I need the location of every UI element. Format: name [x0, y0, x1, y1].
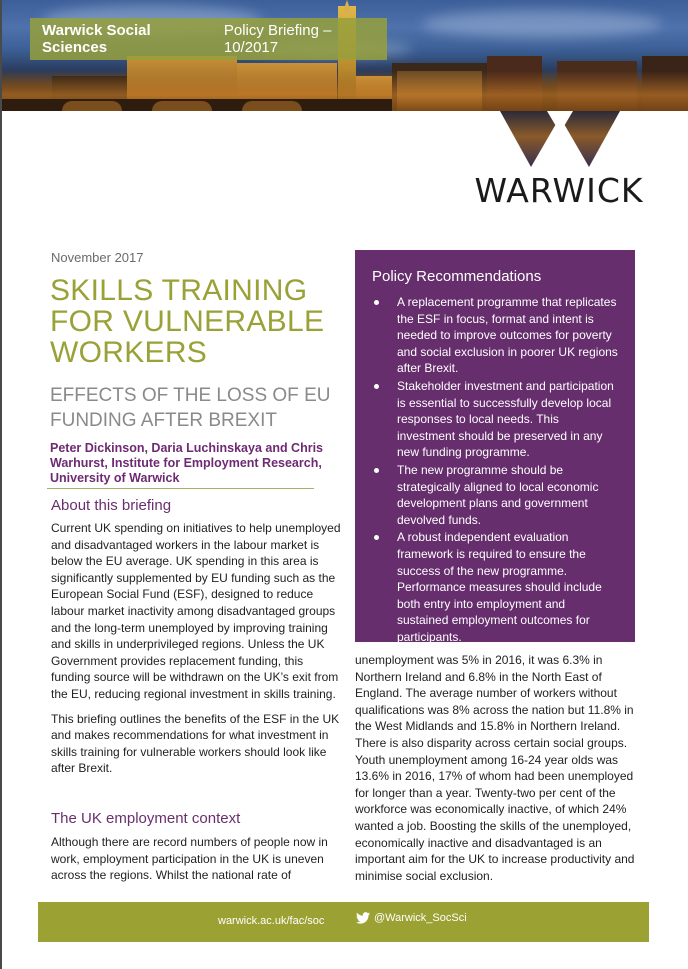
- header-title-box: [30, 18, 387, 60]
- policy-recommendations-box: [355, 250, 635, 642]
- title-line: FOR VULNERABLE: [50, 305, 325, 338]
- context-body-continued: [355, 652, 645, 892]
- about-paragraph: This briefing outlines the benefits of the ESF in the UK and makes recommendations for what investment in skills training for vulnerable workers should look like after Brexit.: [51, 711, 340, 776]
- title-line: WORKERS: [50, 336, 208, 369]
- title-line: SKILLS TRAINING: [50, 274, 308, 307]
- header-org: Warwick Social Sciences: [42, 22, 151, 56]
- page-left-border: [0, 0, 2, 969]
- twitter-bird-icon: [356, 912, 370, 924]
- heading-uk-employment-context: The UK employment context: [51, 810, 241, 827]
- context-paragraph-continued: unemployment was 5% in 2016, it was 6.3% in Northern Ireland and 6.8% in the North East of England. The average number of workers without qualifications was 8% across the nation but 11.8% in the West Midlands and 15.8% in Northern Ireland. There is also disparity across certain social groups. Youth unemployment among 16-24 year olds was 13.6% in 2016, 17% of whom had been unemployed for longer than a year. Twenty-two per cent of the workforce was economically inactive, of which 24% wanted a job. Boosting the skills of the unemployed, economically inactive and disadvantaged is an important aim for the UK to increase productivity and minimise social exclusion.: [355, 653, 635, 883]
- policy-item: [372, 294, 619, 377]
- bullet-icon: [374, 300, 379, 305]
- about-body: [51, 520, 341, 785]
- warwick-w-logo-icon: [500, 111, 620, 167]
- policy-title: Policy Recommendations: [372, 268, 542, 285]
- context-body-start: [51, 834, 341, 892]
- subtitle-line: EFFECTS OF THE LOSS OF EU: [50, 385, 331, 406]
- section-divider: [47, 488, 314, 489]
- subtitle-line: FUNDING AFTER BREXIT: [50, 410, 277, 431]
- bullet-icon: [374, 384, 379, 389]
- policy-item: [372, 378, 619, 461]
- policy-list: [372, 294, 619, 645]
- context-paragraph-start: Although there are record numbers of people now in work, employment participation in the UK is uneven across the regions. Whilst the national rate of: [51, 835, 328, 883]
- document-title: [50, 275, 340, 368]
- publication-date: November 2017: [51, 250, 144, 265]
- twitter-link[interactable]: [356, 912, 467, 924]
- warwick-wordmark: WARWICK: [474, 171, 644, 210]
- twitter-handle: @Warwick_SocSci: [374, 912, 467, 924]
- heading-about-this-briefing: About this briefing: [51, 497, 172, 514]
- authors: Peter Dickinson, Daria Luchinskaya and Chris Warhurst, Institute for Employment Research, University of Warwick: [50, 441, 324, 485]
- policy-item: [372, 529, 619, 645]
- about-paragraph: Current UK spending on initiatives to help unemployed and disadvantaged workers in the labour market is below the EU average. UK spending in this area is significantly supplemented by EU funding such as the European Social Fund (ESF), designed to reduce labour market inactivity among disadvantaged groups and the long-term unemployed by improving training and skills in underprivileged regions. Unless the UK Government provides replacement funding, this funding source will be withdrawn on the UK’s exit from the EU, reducing regional investment in skills training.: [51, 521, 341, 701]
- policy-item-text: Stakeholder investment and participation is essential to successfully develop local responses to local needs. This investment should be preserved in any new funding programme.: [397, 378, 614, 460]
- footer-band: [38, 902, 649, 942]
- policy-item-text: The new programme should be strategically aligned to local economic development plans and government devolved funds.: [397, 462, 599, 527]
- policy-item-text: A replacement programme that replicates the ESF in focus, format and intent is needed to improve outcomes for poverty and social exclusion in poorer UK regions after Brexit.: [397, 295, 618, 376]
- document-subtitle: [50, 383, 340, 433]
- policy-item-text: A robust independent evaluation framework is required to ensure the success of the new programme. Performance measures should include both entry into employment and sustained employment outcomes for participants.: [397, 530, 602, 644]
- policy-item: [372, 462, 619, 528]
- header-series: Policy Briefing – 10/2017: [223, 22, 332, 56]
- bullet-icon: [374, 535, 379, 540]
- bullet-icon: [374, 468, 379, 473]
- website-link[interactable]: warwick.ac.uk/fac/soc: [218, 915, 325, 927]
